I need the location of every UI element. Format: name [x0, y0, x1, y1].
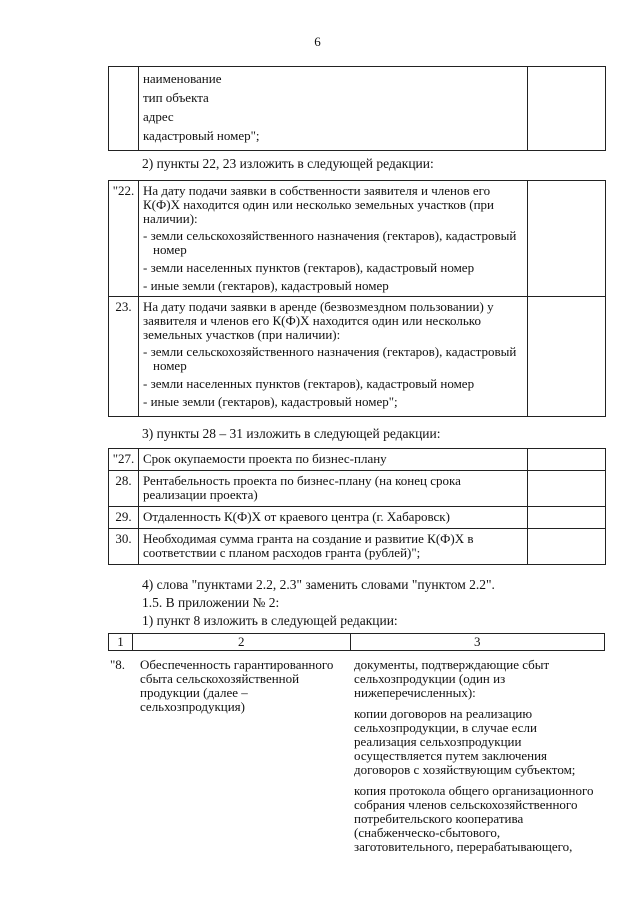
list-item: наименование — [142, 71, 222, 86]
list-item: - иные земли (гектаров), кадастровый номер"; — [142, 394, 398, 409]
table-cell-score — [528, 529, 606, 565]
table-cell-content — [138, 67, 527, 151]
table-cell-score — [528, 181, 606, 297]
list-item: адрес — [142, 109, 174, 124]
table-cell-score — [528, 471, 606, 507]
table-cell-score — [528, 297, 606, 417]
item-number: "27. — [109, 449, 139, 471]
list-item: - земли сельскохозяйственного назначения (гектаров), кадастровый номер — [142, 228, 517, 257]
instruction-items-22-23: 2) пункты 22, 23 изложить в следующей редакции: — [142, 156, 434, 171]
table-items-27-30 — [108, 448, 606, 565]
list-item: - иные земли (гектаров), кадастровый номер — [142, 278, 389, 293]
item-text — [138, 297, 527, 417]
item-intro: На дату подачи заявки в собственности заявителя и членов его К(Ф)Х находится один или несколько земельных участков (при наличии): — [142, 183, 494, 226]
item-number: 23. — [109, 297, 139, 417]
item-text — [138, 181, 527, 297]
instruction-appendix-2: 1.5. В приложении № 2: — [142, 595, 280, 610]
item-number: 30. — [109, 529, 139, 565]
criterion-text: Обеспеченность гарантированного сбыта сельскохозяйственной продукции (далее – сельхозпродукция) — [140, 657, 334, 714]
page-number: 6 — [314, 34, 321, 49]
table-items-22-23 — [108, 180, 606, 417]
list-item: копии договоров на реализацию сельхозпродукции, в случае если реализация сельхозпродукции осуществляется путем заключения договоров с хозяйствующим субъектом; — [354, 706, 576, 777]
item-number: 28. — [109, 471, 139, 507]
column-header: 2 — [132, 634, 350, 651]
table-cell-num — [109, 67, 139, 151]
column-header: 1 — [109, 634, 133, 651]
list-item: документы, подтверждающие сбыт сельхозпродукции (один из нижеперечисленных): — [354, 657, 550, 700]
table-cell-score — [528, 507, 606, 529]
list-item: тип объекта — [142, 90, 209, 105]
instruction-item-8: 1) пункт 8 изложить в следующей редакции: — [142, 613, 398, 628]
column-header: 3 — [350, 634, 604, 651]
table-cell-score — [528, 449, 606, 471]
item-number: 29. — [109, 507, 139, 529]
item-text: Рентабельность проекта по бизнес-плану (на конец срока реализации проекта) — [138, 471, 527, 507]
list-item: - земли населенных пунктов (гектаров), кадастровый номер — [142, 260, 475, 275]
table-cell-score — [528, 67, 606, 151]
item-number: "8. — [110, 657, 126, 672]
instruction-replace-words: 4) слова "пунктами 2.2, 2.3" заменить словами "пунктом 2.2". — [142, 577, 495, 592]
table-top-continuation — [108, 66, 606, 151]
list-item: копия протокола общего организационного собрания членов сельскохозяйственного потребительского кооператива (снабженческо-сбытового, заготовительного, перерабатывающего, — [354, 783, 594, 854]
list-item: - земли сельскохозяйственного назначения (гектаров), кадастровый номер — [142, 344, 517, 373]
instruction-items-28-31: 3) пункты 28 – 31 изложить в следующей редакции: — [142, 426, 441, 441]
item-intro: На дату подачи заявки в аренде (безвозмездном пользовании) у заявителя и членов его К(Ф)Х находится один или несколько земельных участков (при наличии): — [142, 299, 494, 342]
item-text: Отдаленность К(Ф)Х от краевого центра (г. Хабаровск) — [138, 507, 527, 529]
item-text: Необходимая сумма гранта на создание и развитие К(Ф)Х в соответствии с планом расходов гранта (рублей)"; — [138, 529, 527, 565]
list-item: - земли населенных пунктов (гектаров), кадастровый номер — [142, 376, 475, 391]
item-text: Срок окупаемости проекта по бизнес-плану — [138, 449, 527, 471]
table-appendix-header — [108, 633, 605, 651]
list-item: кадастровый номер"; — [142, 128, 260, 143]
item-number: "22. — [109, 181, 139, 297]
documents-list — [354, 658, 596, 861]
